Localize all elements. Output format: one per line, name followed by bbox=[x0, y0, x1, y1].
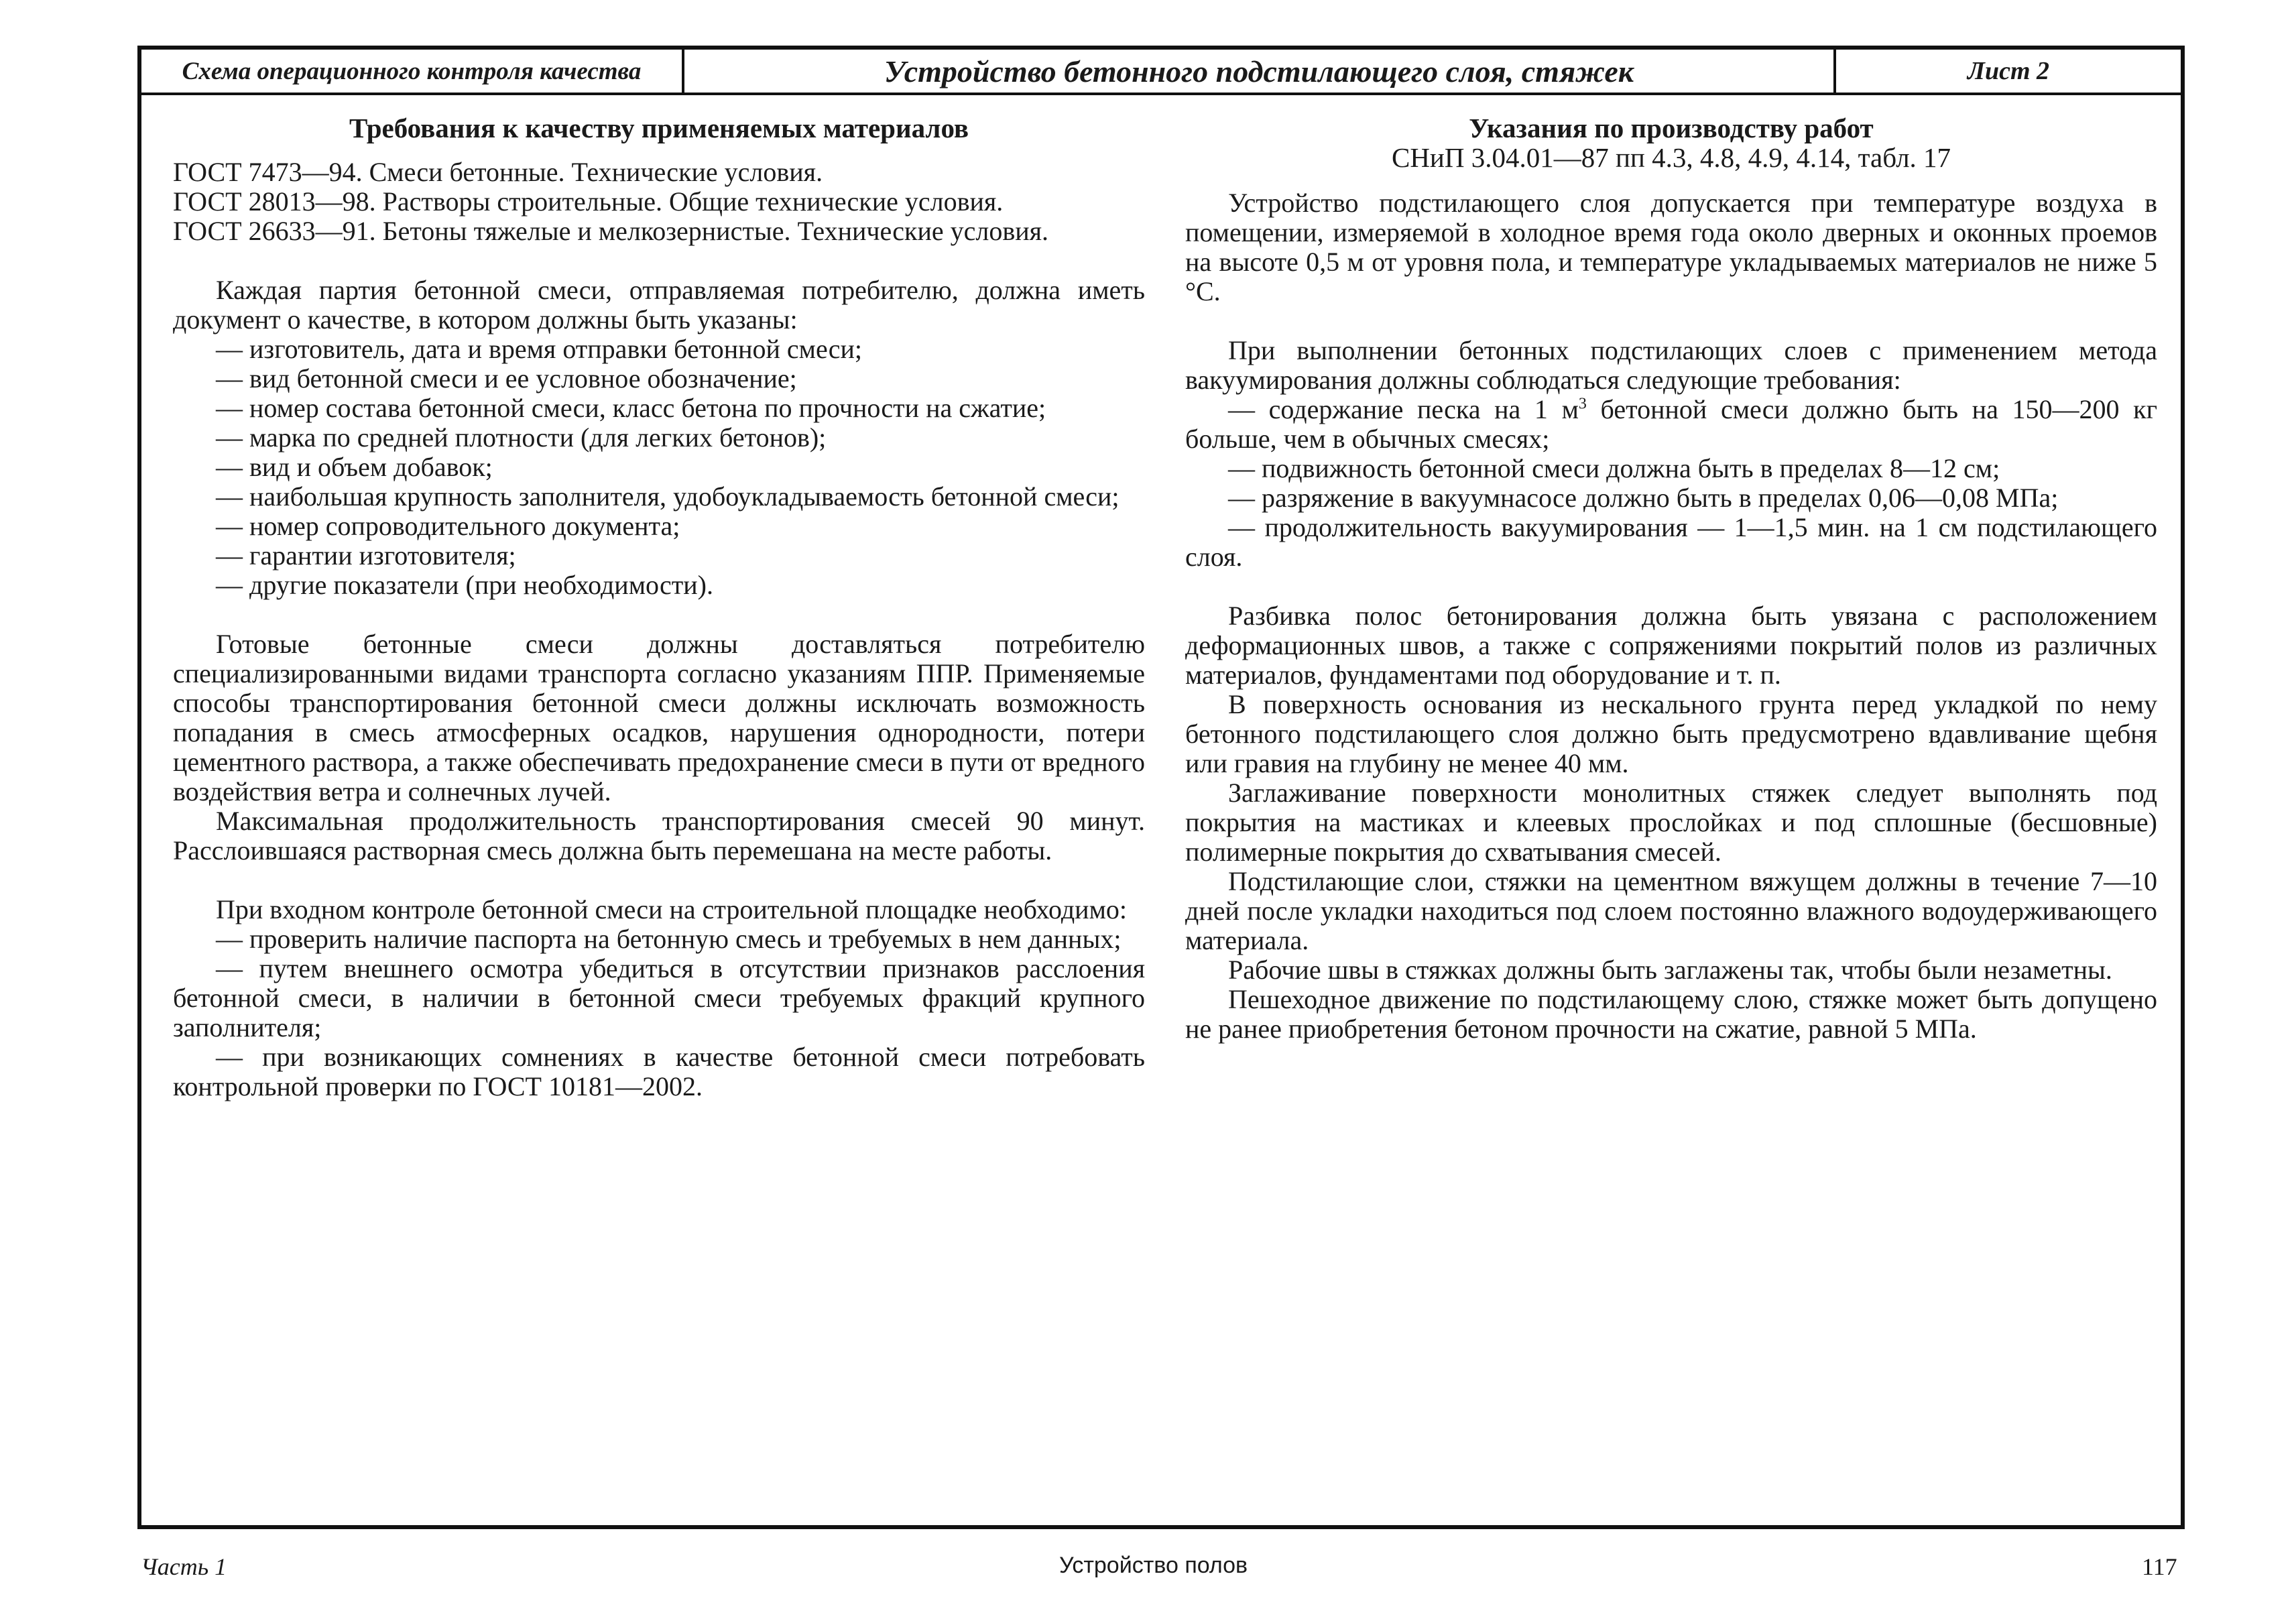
instructions-heading: Указания по производству работ bbox=[1469, 113, 1874, 143]
list-item: — продолжительность вакуумирования — 1—1,5 мин. на 1 см подстилающего слоя. bbox=[1185, 512, 2157, 572]
list-item: — проверить наличие паспорта на бетонную смесь и требуемых в нем данных; bbox=[216, 924, 1122, 954]
header-table bbox=[141, 50, 2181, 95]
page-frame bbox=[137, 46, 2185, 1529]
cubic-superscript: 3 bbox=[1578, 395, 1587, 413]
footer-part: Часть 1 bbox=[141, 1553, 227, 1580]
foot-traffic-paragraph: Пешеходное движение по подстилающему слою, стяжке может быть допущено не ранее приобретения бетоном прочности на сжатие, равной 5 МПа. bbox=[1185, 984, 2157, 1044]
gost-line: ГОСТ 7473—94. Смеси бетонные. Технические условия. bbox=[173, 157, 823, 187]
list-item: — подвижность бетонной смеси должна быть в пределах 8—12 см; bbox=[1228, 453, 2000, 483]
header-sheet-number: Лист 2 bbox=[1967, 57, 2050, 85]
list-item: — номер сопроводительного документа; bbox=[216, 511, 680, 541]
sand-content-text-cont: бетонной смеси должно быть на 150—200 кг больше, чем в обычных смесях; bbox=[1185, 394, 2157, 454]
max-time-paragraph: Максимальная продолжительность транспортирования смесей 90 минут. Расслоившаяся растворная смесь должна быть перемешана на месте работы. bbox=[173, 806, 1145, 865]
snip-reference: СНиП 3.04.01—87 пп 4.3, 4.8, 4.9, 4.14, табл. 17 bbox=[1391, 142, 1951, 173]
list-item: — номер состава бетонной смеси, класс бетона по прочности на сжатие; bbox=[216, 393, 1046, 423]
list-item: — вид и объем добавок; bbox=[216, 452, 493, 482]
gost-line: ГОСТ 26633—91. Бетоны тяжелые и мелкозернистые. Технические условия. bbox=[173, 216, 1049, 246]
batch-intro-paragraph: Каждая партия бетонной смеси, отправляемая потребителю, должна иметь документ о качестве, в котором должны быть указаны: bbox=[173, 275, 1145, 335]
list-item: — гарантии изготовителя; bbox=[216, 540, 516, 570]
smoothing-paragraph: Заглаживание поверхности монолитных стяжек следует выполнять под покрытия на мастиках и клеевых прослойках и под сплошные (бесшовные) полимерные покрытия до схватывания смесей. bbox=[1185, 778, 2157, 867]
header-document-title: Устройство бетонного подстилающего слоя, стяжек bbox=[684, 50, 1836, 93]
strip-layout-paragraph: Разбивка полос бетонирования должна быть увязана с расположением деформационных швов, а также с сопряжениями покрытий полов из различных материалов, фундаментами под оборудование и т. п. bbox=[1185, 601, 2157, 690]
sand-content-text: — содержание песка на 1 м bbox=[1228, 394, 1579, 424]
list-item: — марка по средней плотности (для легких бетонов); bbox=[216, 422, 827, 453]
list-item: — при возникающих сомнениях в качестве бетонной смеси потребовать контрольной проверки по ГОСТ 10181—2002. bbox=[173, 1042, 1145, 1101]
list-item bbox=[1185, 395, 2157, 454]
materials-heading: Требования к качеству применяемых материалов bbox=[349, 113, 969, 143]
list-item: — наибольшая крупность заполнителя, удобоукладываемость бетонной смеси; bbox=[216, 481, 1120, 512]
input-control-intro: При входном контроле бетонной смеси на строительной площадке необходимо: bbox=[216, 894, 1128, 924]
list-item: — разряжение в вакуумнасосе должно быть в пределах 0,06—0,08 МПа; bbox=[1228, 483, 2059, 513]
vacuum-intro-paragraph: При выполнении бетонных подстилающих слоев с применением метода вакуумирования должны соблюдаться следующие требования: bbox=[1185, 335, 2157, 395]
list-item: — другие показатели (при необходимости). bbox=[216, 570, 713, 600]
gost-line: ГОСТ 28013—98. Растворы строительные. Общие технические условия. bbox=[173, 186, 1004, 217]
gravel-paragraph: В поверхность основания из нескального грунта перед укладкой по нему бетонного подстилающего слоя должно быть предусмотрено вдавливание щебня или гравия на глубину не менее 40 мм. bbox=[1185, 689, 2157, 778]
list-item: — изготовитель, дата и время отправки бетонной смеси; bbox=[216, 334, 863, 364]
page-number: 117 bbox=[2142, 1553, 2177, 1580]
header-scheme-title: Схема операционного контроля качества bbox=[141, 50, 684, 93]
list-item: — путем внешнего осмотра убедиться в отсутствии признаков расслоения бетонной смеси, в наличии в бетонной смеси требуемых фракций крупного заполнителя; bbox=[173, 953, 1145, 1042]
list-item: — вид бетонной смеси и ее условное обозначение; bbox=[216, 363, 797, 394]
footer-section-title: Устройство полов bbox=[1059, 1553, 1248, 1578]
curing-paragraph: Подстилающие слои, стяжки на цементном вяжущем должны в течение 7—10 дней после укладки находиться под слоем постоянно влажного водоудерживающего материала. bbox=[1185, 866, 2157, 955]
transport-paragraph: Готовые бетонные смеси должны доставляться потребителю специализированными видами транспорта согласно указаниям ППР. Применяемые способы транспортирования бетонной смеси должны исключать возможность попадания в смесь атмосферных осадков, нарушения однородности, потери цементного раствора, а также обеспечивать предохранение смеси в пути от вредного воздействия ветра и солнечных лучей. bbox=[173, 629, 1145, 806]
materials-requirements-column bbox=[173, 113, 1145, 1101]
work-instructions-column bbox=[1185, 113, 2157, 1044]
seams-paragraph: Рабочие швы в стяжках должны быть заглажены так, чтобы были незаметны. bbox=[1228, 955, 2112, 985]
temperature-paragraph: Устройство подстилающего слоя допускается при температуре воздуха в помещении, измеряемой в холодное время года около дверных и оконных проемов на высоте 0,5 м от уровня пола, и температуре укладываемых материалов не ниже 5 °С. bbox=[1185, 188, 2157, 306]
